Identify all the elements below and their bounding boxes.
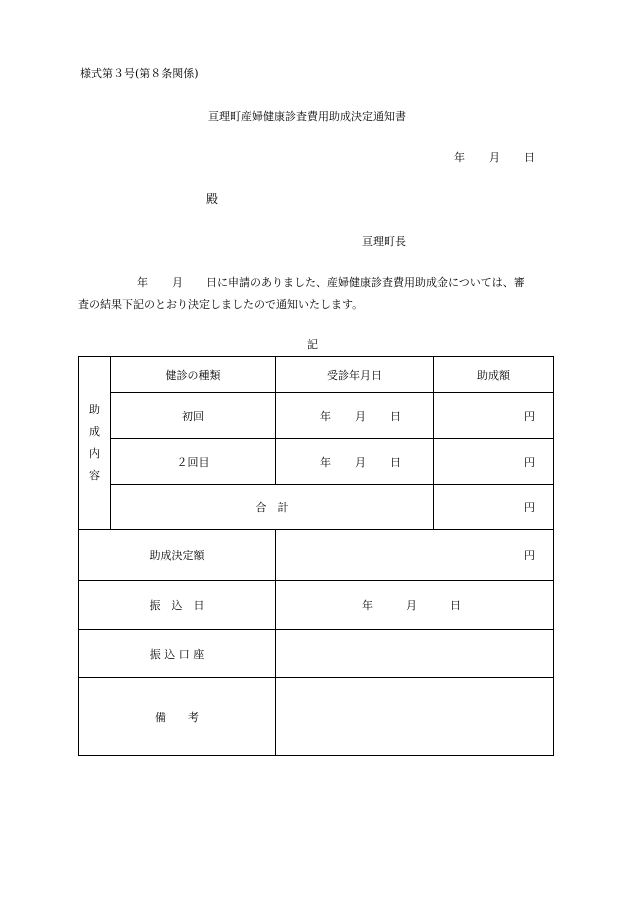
form-number: 様式第３号(第８条関係) — [80, 67, 199, 80]
remarks-cell[interactable] — [276, 678, 554, 756]
checkup-type-cell: 初回 — [111, 393, 276, 439]
amount-cell[interactable]: 円 — [434, 439, 554, 485]
checkup-type-cell: ２回目 — [111, 439, 276, 485]
visit-date-cell[interactable]: 年 月 日 — [276, 439, 434, 485]
decision-row — [79, 530, 554, 581]
body-text-line1: 日に申請のありました、産婦健康診査費用助成金については、審 — [206, 276, 525, 289]
body-year: 年 — [137, 276, 148, 289]
header-checkup-type: 健診の種類 — [111, 357, 276, 393]
table-header-row — [79, 357, 554, 393]
total-row — [79, 485, 554, 530]
header-visit-date: 受診年月日 — [276, 357, 434, 393]
transfer-date-label: 振 込 日 — [79, 581, 276, 630]
account-cell[interactable] — [276, 630, 554, 678]
issue-date-day: 日 — [524, 151, 535, 164]
recipient-honorific: 殿 — [206, 192, 219, 206]
issuer-name: 亘理町長 — [362, 235, 406, 248]
issue-date-year: 年 — [454, 151, 465, 164]
ki-label: 記 — [307, 338, 318, 351]
table-row — [79, 439, 554, 485]
decision-label: 助成決定額 — [79, 530, 276, 581]
document-title: 亘理町産婦健康診査費用助成決定通知書 — [208, 110, 406, 123]
total-label: 合 計 — [111, 485, 434, 530]
subsidy-table — [78, 356, 554, 756]
remarks-row — [79, 678, 554, 756]
issue-date-month: 月 — [489, 151, 500, 164]
header-amount: 助成額 — [434, 357, 554, 393]
visit-date-cell[interactable]: 年 月 日 — [276, 393, 434, 439]
side-label: 助 成 内 容 — [79, 357, 111, 530]
decision-amount-cell[interactable]: 円 — [276, 530, 554, 581]
transfer-date-cell[interactable]: 年 月 日 — [276, 581, 554, 630]
transfer-date-row — [79, 581, 554, 630]
body-text-line2: 査の結果下記のとおり決定しましたので通知いたします。 — [78, 298, 364, 311]
table-row — [79, 393, 554, 439]
account-label: 振 込 口 座 — [79, 630, 276, 678]
remarks-label: 備 考 — [79, 678, 276, 756]
total-amount-cell[interactable]: 円 — [434, 485, 554, 530]
amount-cell[interactable]: 円 — [434, 393, 554, 439]
body-month: 月 — [172, 276, 183, 289]
account-row — [79, 630, 554, 678]
